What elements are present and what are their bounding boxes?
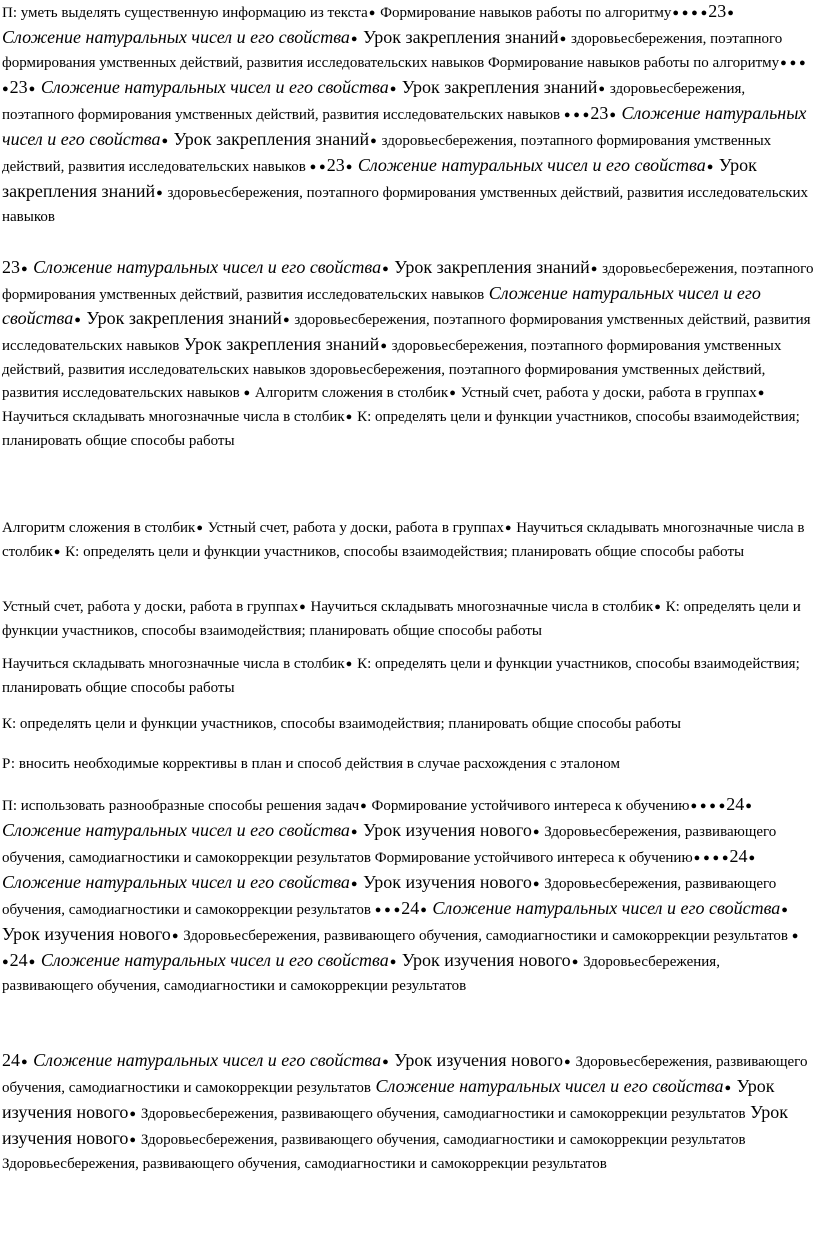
text-run: 23 [2,257,20,277]
bullet-icon: ● [240,387,251,399]
text-run: здоровьесбережения, поэтапного формирования умственных действий, развития исследовательских навыков [2,81,746,123]
bullet-icon: ● [299,601,306,613]
bullet-icon: ● [53,546,61,558]
text-run: Научиться складывать многозначные числа в столбик [2,409,345,425]
text-run: Урок изучения нового [358,820,532,840]
text-run: Алгоритм сложения в столбик [2,520,196,536]
text-run: Урок закрепления знаний [169,129,370,149]
text-run: Формирование устойчивого интереса к обучению [367,798,690,814]
text-run: Сложение натуральных чисел и его свойства [353,155,706,175]
text-run: Здоровьесбережения, развивающего обучения, самодиагностики и самокоррекции результатов [137,1132,746,1148]
text-run: К: определять цели и функции участников, способы взаимодействия; планировать общие способы работы [61,544,745,560]
bullet-icon: ● [282,314,290,326]
text-run: Научиться складывать многозначные числа в столбик [306,599,654,615]
bullet-icon: ● ● [2,930,799,968]
text-run: 24 [401,898,420,918]
text-run: К: определять цели и функции участников, способы взаимодействия; планировать общие способы работы [2,409,800,449]
bullet-icon: ● [449,387,456,399]
text-run: 24 [2,1050,20,1070]
bullet-icon: ● [382,1056,389,1068]
bullet-icon: ● [370,135,377,147]
bullet-icon: ● ● ● ● [2,57,806,95]
text-run: Формирование навыков работы по алгоритму [376,5,672,21]
bullet-icon: ● [748,852,756,864]
text-run: здоровьесбережения, поэтапного формирования умственных действий, развития исследовательских навыков [2,31,783,71]
text-run: Сложение натуральных чисел и его свойства [2,820,350,840]
text-run: Устный счет, работа у доски, работа в группах [203,520,504,536]
text-run: Сложение натуральных чисел и его свойства [2,103,807,149]
text-run: Алгоритм сложения в столбик [251,385,449,401]
text-run: Урок закрепления знаний [2,155,757,201]
bullet-icon: ● [28,83,36,95]
bullet-icon: ● [21,1056,28,1068]
text-run: Здоровьесбережения, развивающего обучения, самодиагностики и самокоррекции результатов [137,1106,746,1122]
text-run: здоровьесбережения, поэтапного формирования умственных действий, развития исследовательских навыков [2,312,811,354]
paragraph-9 [2,1049,814,1176]
bullet-icon: ● [564,1056,571,1068]
text-run: 24 [729,846,748,866]
text-run: Здоровьесбережения, развивающего обучения, самодиагностики и самокоррекции результатов [2,954,720,994]
bullet-icon: ● [727,7,734,19]
text-run: К: определять цели и функции участников, способы взаимодействия; планировать общие способы работы [2,656,800,696]
bullet-icon: ● ● ● [561,109,590,121]
bullet-icon: ● [21,263,28,275]
bullet-icon: ● [382,263,389,275]
bullet-icon: ● [129,1108,137,1120]
text-run: Сложение натуральных чисел и его свойства [427,898,781,918]
paragraph-8 [2,793,814,998]
bullet-icon: ● ● ● ● [693,852,729,864]
bullet-icon: ● [380,340,387,352]
bullet-icon: ● ● [306,161,326,173]
text-run: Урок изучения нового [397,950,571,970]
bullet-icon: ● [28,956,36,968]
text-run: здоровьесбережения, поэтапного формирования умственных действий, развития исследовательских навыков [2,133,772,175]
bullet-icon: ● [360,800,367,812]
text-run: Сложение натуральных чисел и его свойства [2,872,350,892]
text-run: П: уметь выделять существенную информацию из текста [2,5,368,21]
bullet-icon: ● [609,109,616,121]
bullet-icon: ● [389,956,397,968]
text-run: Сложение натуральных чисел и его свойства [371,1076,724,1096]
bullet-icon: ● [724,1082,732,1094]
text-run: Сложение натуральных чисел и его свойства [36,950,389,970]
bullet-icon: ● [350,33,358,45]
bullet-icon: ● [345,161,353,173]
paragraph-3 [2,517,814,565]
bullet-icon: ● [781,904,788,916]
text-run: здоровьесбережения, поэтапного формирования умственных действий, развития исследовательских навыков [2,362,766,401]
text-run: Устный счет, работа у доски, работа в группах [2,599,299,615]
bullet-icon: ● [74,314,81,326]
text-run: Урок закрепления знаний [179,334,380,354]
bullet-icon: ● [156,187,163,199]
bullet-icon: ● [345,411,353,423]
bullet-icon: ● [129,1134,137,1146]
bullet-icon: ● [420,904,427,916]
paragraph-7 [2,753,814,776]
bullet-icon: ● [389,83,397,95]
bullet-icon: ● [590,263,598,275]
bullet-icon: ● [345,658,353,670]
text-run: Сложение натуральных чисел и его свойства [28,1050,382,1070]
text-run: Сложение натуральных чисел и его свойства [36,77,389,97]
text-run: здоровьесбережения, поэтапного формирования умственных действий, развития исследовательских навыков [2,185,809,225]
bullet-icon: ● [161,135,169,147]
text-run: Урок закрепления знаний [397,77,598,97]
text-run: Формирование навыков работы по алгоритму [484,55,780,71]
text-run: Урок изучения нового [2,924,171,944]
text-run: Р: вносить необходимые коррективы в план и способ действия в случае расхождения с эталоном [2,756,620,772]
text-run: Урок изучения нового [389,1050,564,1070]
bullet-icon: ● [706,161,714,173]
text-run: 23 [9,77,28,97]
bullet-icon: ● [559,33,567,45]
text-run: Урок изучения нового [358,872,532,892]
bullet-icon: ● [350,826,358,838]
text-run: 23 [590,103,609,123]
text-run: Здоровьесбережения, развивающего обучения, самодиагностики и самокоррекции результатов [2,1054,808,1096]
text-run: П: использовать разнообразные способы решения задач [2,798,360,814]
text-run: Урок изучения нового [2,1102,789,1148]
bullet-icon: ● [745,800,752,812]
text-run: Урок изучения нового [2,1076,775,1122]
text-run: Формирование устойчивого интереса к обучению [371,850,693,866]
paragraph-1 [2,0,814,229]
paragraph-6 [2,713,814,736]
text-run: Сложение натуральных чисел и его свойства [2,27,350,47]
bullet-icon: ● [757,387,765,399]
bullet-icon: ● [571,956,579,968]
text-run: здоровьесбережения, поэтапного формирования умственных действий, развития исследовательских навыков [2,261,814,303]
text-run: К: определять цели и функции участников, способы взаимодействия; планировать общие способы работы [2,599,801,639]
text-run: Научиться складывать многозначные числа в столбик [2,520,805,560]
bullet-icon: ● [196,522,203,534]
text-run: Урок закрепления знаний [81,308,282,328]
paragraph-5 [2,653,814,700]
text-run: Научиться складывать многозначные числа в столбик [2,656,345,672]
text-run: здоровьесбережения, поэтапного формирования умственных действий, развития исследовательских навыков [2,338,782,378]
text-run: Сложение натуральных чисел и его свойства [28,257,382,277]
bullet-icon: ● [171,930,179,942]
text-run: Устный счет, работа у доски, работа в группах [456,385,757,401]
bullet-icon: ● [532,878,540,890]
paragraph-4 [2,596,814,643]
paragraph-2 [2,256,814,453]
text-run: Здоровьесбережения, развивающего обучения, самодиагностики и самокоррекции результатов [179,928,789,944]
bullet-icon: ● ● ● [372,904,401,916]
text-run: 23 [326,155,345,175]
bullet-icon: ● [350,878,358,890]
bullet-icon: ● [368,7,376,19]
bullet-icon: ● [654,601,661,613]
text-run: К: определять цели и функции участников, способы взаимодействия; планировать общие способы работы [2,716,681,732]
text-run: 24 [9,950,28,970]
text-run: Урок закрепления знаний [358,27,559,47]
text-run: Здоровьесбережения, развивающего обучения, самодиагностики и самокоррекции результатов [2,824,777,866]
text-run: 23 [708,1,727,21]
bullet-icon: ● [532,826,540,838]
text-run: Здоровьесбережения, развивающего обучения, самодиагностики и самокоррекции результатов [2,876,777,918]
text-run: Сложение натуральных чисел и его свойства [2,283,761,328]
bullet-icon: ● [504,522,512,534]
text-run: Урок закрепления знаний [389,257,590,277]
text-run: 24 [726,794,745,814]
bullet-icon: ● ● ● ● [672,7,708,19]
text-run: Здоровьесбережения, развивающего обучения, самодиагностики и самокоррекции результатов [2,1156,607,1172]
bullet-icon: ● ● ● ● [690,800,726,812]
bullet-icon: ● [598,83,606,95]
